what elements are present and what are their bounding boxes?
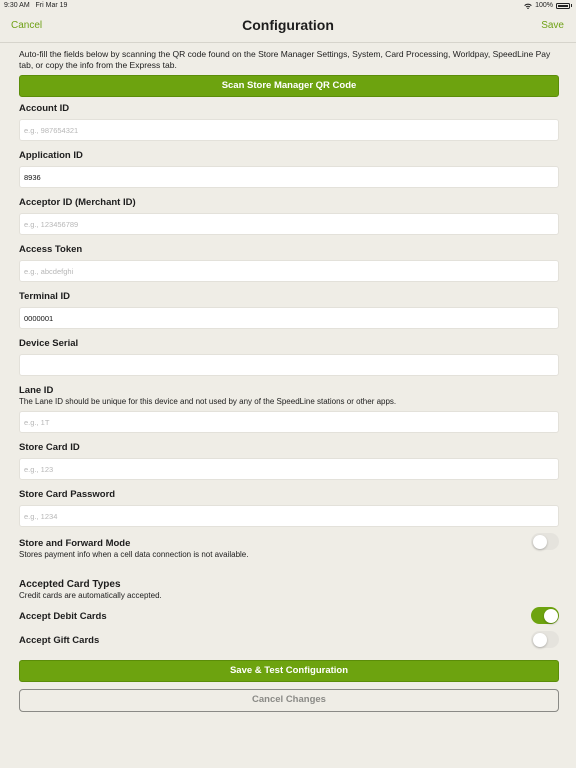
wifi-icon	[524, 3, 532, 9]
accept-debit-row	[19, 610, 559, 623]
page-title: Configuration	[242, 17, 334, 33]
application-id-label: Application ID	[19, 150, 83, 161]
lane-id-label: Lane ID	[19, 385, 54, 396]
terminal-id-input[interactable]	[19, 307, 559, 329]
configuration-form	[19, 49, 559, 712]
toggle-knob	[533, 633, 547, 647]
access-token-label: Access Token	[19, 244, 83, 255]
account-id-label: Account ID	[19, 103, 70, 114]
card-types-heading: Accepted Card Types	[19, 579, 121, 590]
nav-cancel-button[interactable]: Cancel	[11, 20, 43, 31]
store-forward-toggle[interactable]	[531, 533, 559, 550]
accept-debit-label: Accept Debit Cards	[19, 611, 107, 622]
save-test-button[interactable]: Save & Test Configuration	[19, 660, 559, 682]
accept-debit-toggle[interactable]	[531, 607, 559, 624]
lane-id-input[interactable]	[19, 411, 559, 433]
navigation-bar	[0, 12, 576, 43]
device-serial-input[interactable]	[19, 354, 559, 376]
scan-qr-button[interactable]: Scan Store Manager QR Code	[19, 75, 559, 97]
battery-tip	[571, 4, 572, 7]
status-time-date	[4, 2, 67, 9]
toggle-knob	[533, 535, 547, 549]
application-id-input[interactable]	[19, 166, 559, 188]
accept-gift-row	[19, 634, 559, 647]
account-id-input[interactable]	[19, 119, 559, 141]
cancel-changes-button[interactable]: Cancel Changes	[19, 689, 559, 712]
status-date: Fri Mar 19	[35, 2, 68, 9]
battery-percent: 100%	[535, 2, 553, 9]
store-card-password-input[interactable]	[19, 505, 559, 527]
nav-save-button[interactable]: Save	[541, 20, 564, 31]
intro-text: Auto-fill the fields below by scanning the QR code found on the Store Manager Settings, System, Card Processing, Worldpay, SpeedLine Pay tab, or copy the info from the Express tab.	[19, 49, 551, 70]
acceptor-id-label: Acceptor ID (Merchant ID)	[19, 197, 136, 208]
acceptor-id-input[interactable]	[19, 213, 559, 235]
store-forward-help: Stores payment info when a cell data connection is not available.	[19, 550, 249, 559]
status-bar	[0, 0, 576, 12]
battery-icon	[556, 3, 570, 9]
status-right	[524, 2, 572, 9]
store-forward-label: Store and Forward Mode	[19, 538, 131, 549]
store-card-id-input[interactable]	[19, 458, 559, 480]
toggle-knob	[544, 609, 558, 623]
store-forward-row	[19, 537, 559, 560]
store-card-id-label: Store Card ID	[19, 442, 80, 453]
accept-gift-toggle[interactable]	[531, 631, 559, 648]
device-serial-label: Device Serial	[19, 338, 79, 349]
access-token-input[interactable]	[19, 260, 559, 282]
accept-gift-label: Accept Gift Cards	[19, 635, 100, 646]
card-types-help: Credit cards are automatically accepted.	[19, 591, 162, 600]
status-time: 9:30 AM	[4, 2, 30, 9]
lane-id-help: The Lane ID should be unique for this device and not used by any of the SpeedLine stations or other apps.	[19, 397, 397, 406]
terminal-id-label: Terminal ID	[19, 291, 71, 302]
store-card-password-label: Store Card Password	[19, 489, 116, 500]
